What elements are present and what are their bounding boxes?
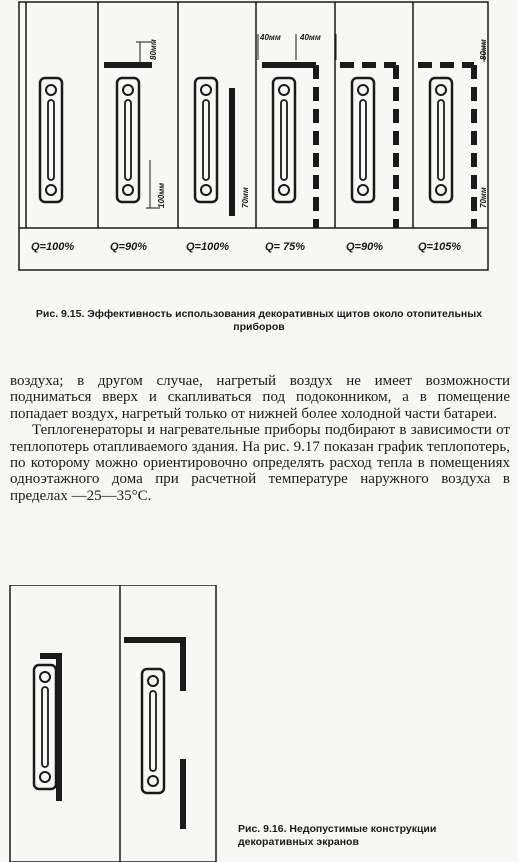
radiator-icon	[34, 665, 56, 789]
paragraph: Теплогенераторы и нагревательные приборы подбирают в зависимости от теплопотерь отапливаемого здания. На рис. 9.17 показан график теплопотерь, по которому можно ориентировочно определять расход тепла в помещениях одноэтажного дома при расчетной температуре наружного воздуха в пределах —25—35°С.	[10, 422, 510, 504]
radiator-icon	[40, 78, 62, 202]
body-text	[10, 373, 510, 504]
paragraph: воздуха; в другом случае, нагретый воздух не имеет возможности подниматься вверх и скапливаться под подоконником, а в помещение попадает воздух, нагретый только от нижней более холодной части батареи.	[10, 373, 510, 422]
dim-label: 40мм	[260, 33, 281, 42]
radiator-icon	[142, 669, 164, 793]
radiator-icon	[352, 78, 374, 202]
radiator-icon	[195, 78, 217, 202]
panel-efficiency-label: Q=100%	[31, 241, 75, 253]
screen-panel-3	[229, 88, 235, 216]
invalid-screen-1	[40, 653, 62, 801]
screen-panel-4	[258, 34, 336, 228]
dim-label: 80мм	[479, 39, 488, 60]
panel-efficiency-label: Q=100%	[186, 241, 230, 253]
radiator-icon	[430, 78, 452, 202]
dim-label: 80мм	[149, 39, 158, 60]
invalid-screen-2	[124, 637, 186, 829]
panel-efficiency-label: Q= 75%	[265, 241, 306, 253]
panel-efficiency-label: Q=105%	[418, 241, 462, 253]
figure-9-16-caption: Рис. 9.16. Недопустимые конструкции декоративных экранов	[238, 823, 437, 848]
figure-9-16	[0, 585, 230, 862]
dim-label: 70мм	[241, 187, 250, 208]
dim-label: 70мм	[479, 187, 488, 208]
dim-label: 100мм	[157, 182, 166, 208]
panel-efficiency-label: Q=90%	[346, 241, 383, 253]
screen-panel-2	[104, 42, 160, 208]
radiator-icon	[273, 78, 295, 202]
panel-walls	[19, 2, 488, 228]
panel-efficiency-label: Q=90%	[110, 241, 147, 253]
radiator-icon	[117, 78, 139, 202]
figure-9-15	[0, 0, 518, 275]
figure-9-15-caption: Рис. 9.15. Эффективность использования декоративных щитов около отопительных приборов	[35, 308, 483, 333]
dim-label: 40мм	[300, 33, 321, 42]
